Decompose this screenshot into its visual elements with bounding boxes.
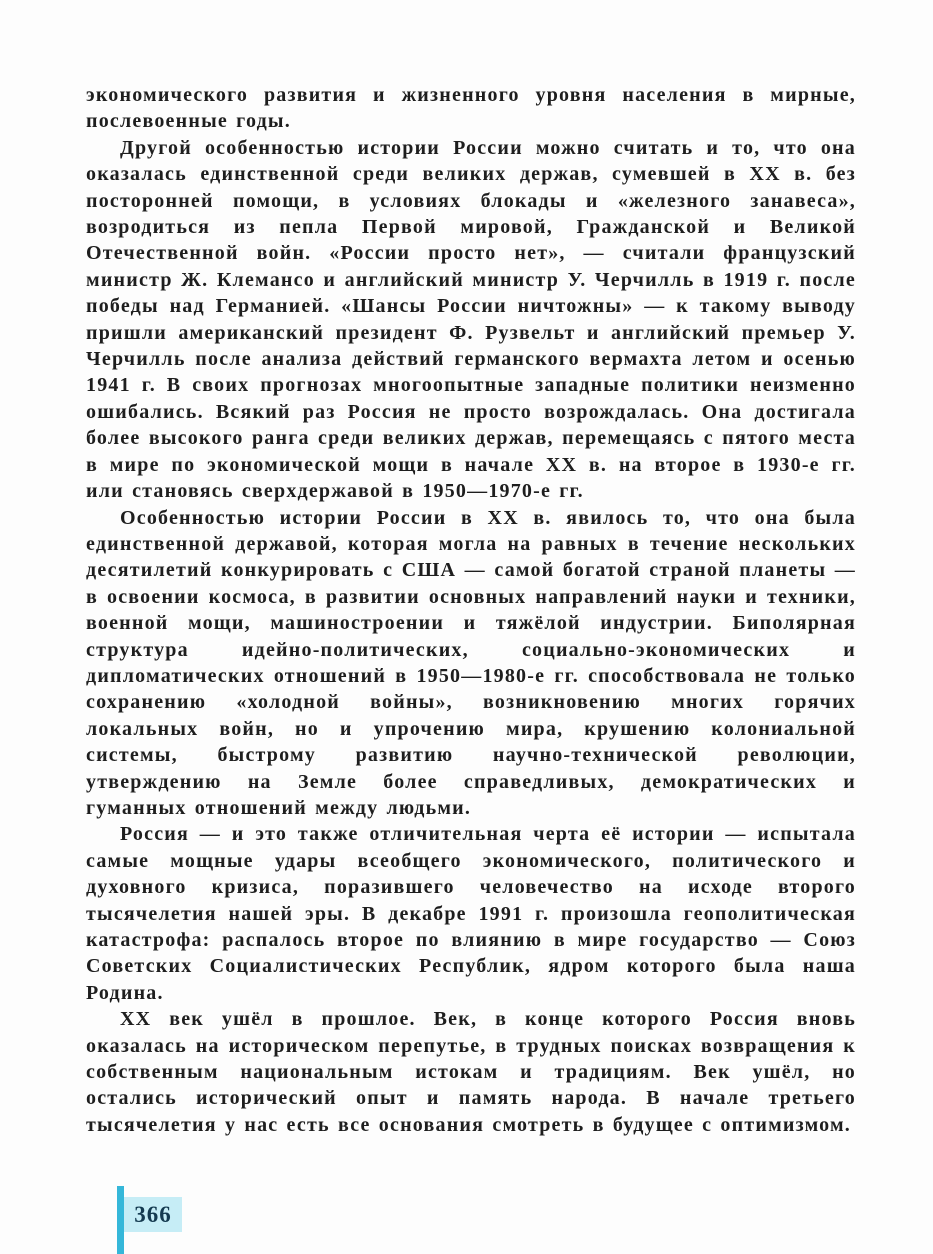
page-number-box: [124, 1197, 182, 1232]
paragraph: экономического развития и жизненного уровня населения в мирные, послевоенные годы.: [86, 84, 856, 133]
page-number: 366: [134, 1201, 172, 1227]
paragraph: Россия — и это также отличительная черта её истории — испытала самые мощные удары всеобщего экономического, политического и духовного кризиса, поразившего человечество на исходе второго тысячелетия нашей эры. В декабре 1991 г. произошла геополитическая катастрофа: распалось второе по влиянию в мире государство — Союз Советских Социалистических Республик, ядром которого была наша Родина.: [86, 823, 856, 1004]
footer-accent-stripe: [117, 1186, 124, 1254]
paragraph: Особенностью истории России в XX в. явилось то, что она была единственной державой, которая могла на равных в течение нескольких десятилетий конкурировать с США — самой богатой страной планеты — в освоении космоса, в развитии основных направлений науки и техники, военной мощи, машиностроении и тяжёлой индустрии. Биполярная структура идейно-политических, социально-экономических и дипломатических отношений в 1950—1980-е гг. способствовала не только сохранению «холодной войны», возникновению многих горячих локальных войн, но и упрочению мира, крушению колониальной системы, быстрому развитию научно-технической революции, утверждению на Земле более справедливых, демократических и гуманных отношений между людьми.: [86, 506, 856, 819]
paragraph: XX век ушёл в прошлое. Век, в конце которого Россия вновь оказалась на историческом перепутье, в трудных поисках возвращения к собственным национальным истокам и традициям. Век ушёл, но остались исторический опыт и память народа. В начале третьего тысячелетия у нас есть все основания смотреть в будущее с оптимизмом.: [86, 1008, 856, 1136]
page-content: [86, 82, 856, 1138]
paragraph: Другой особенностью истории России можно считать и то, что она оказалась единственной среди великих держав, сумевшей в XX в. без посторонней помощи, в условиях блокады и «железного занавеса», возродиться из пепла Первой мировой, Гражданской и Великой Отечественной войн. «России просто нет», — считали французский министр Ж. Клемансо и английский министр У. Черчилль в 1919 г. после победы над Германией. «Шансы России ничтожны» — к такому выводу пришли американский президент Ф. Рузвельт и английский премьер У. Черчилль после анализа действий германского вермахта летом и осенью 1941 г. В своих прогнозах многоопытные западные политики неизменно ошибались. Всякий раз Россия не просто возрождалась. Она достигала более высокого ранга среди великих держав, перемещаясь с пятого места в мире по экономической мощи в начале XX в. на второе в 1930-е гг. или становясь сверхдержавой в 1950—1970-е гг.: [86, 136, 856, 503]
